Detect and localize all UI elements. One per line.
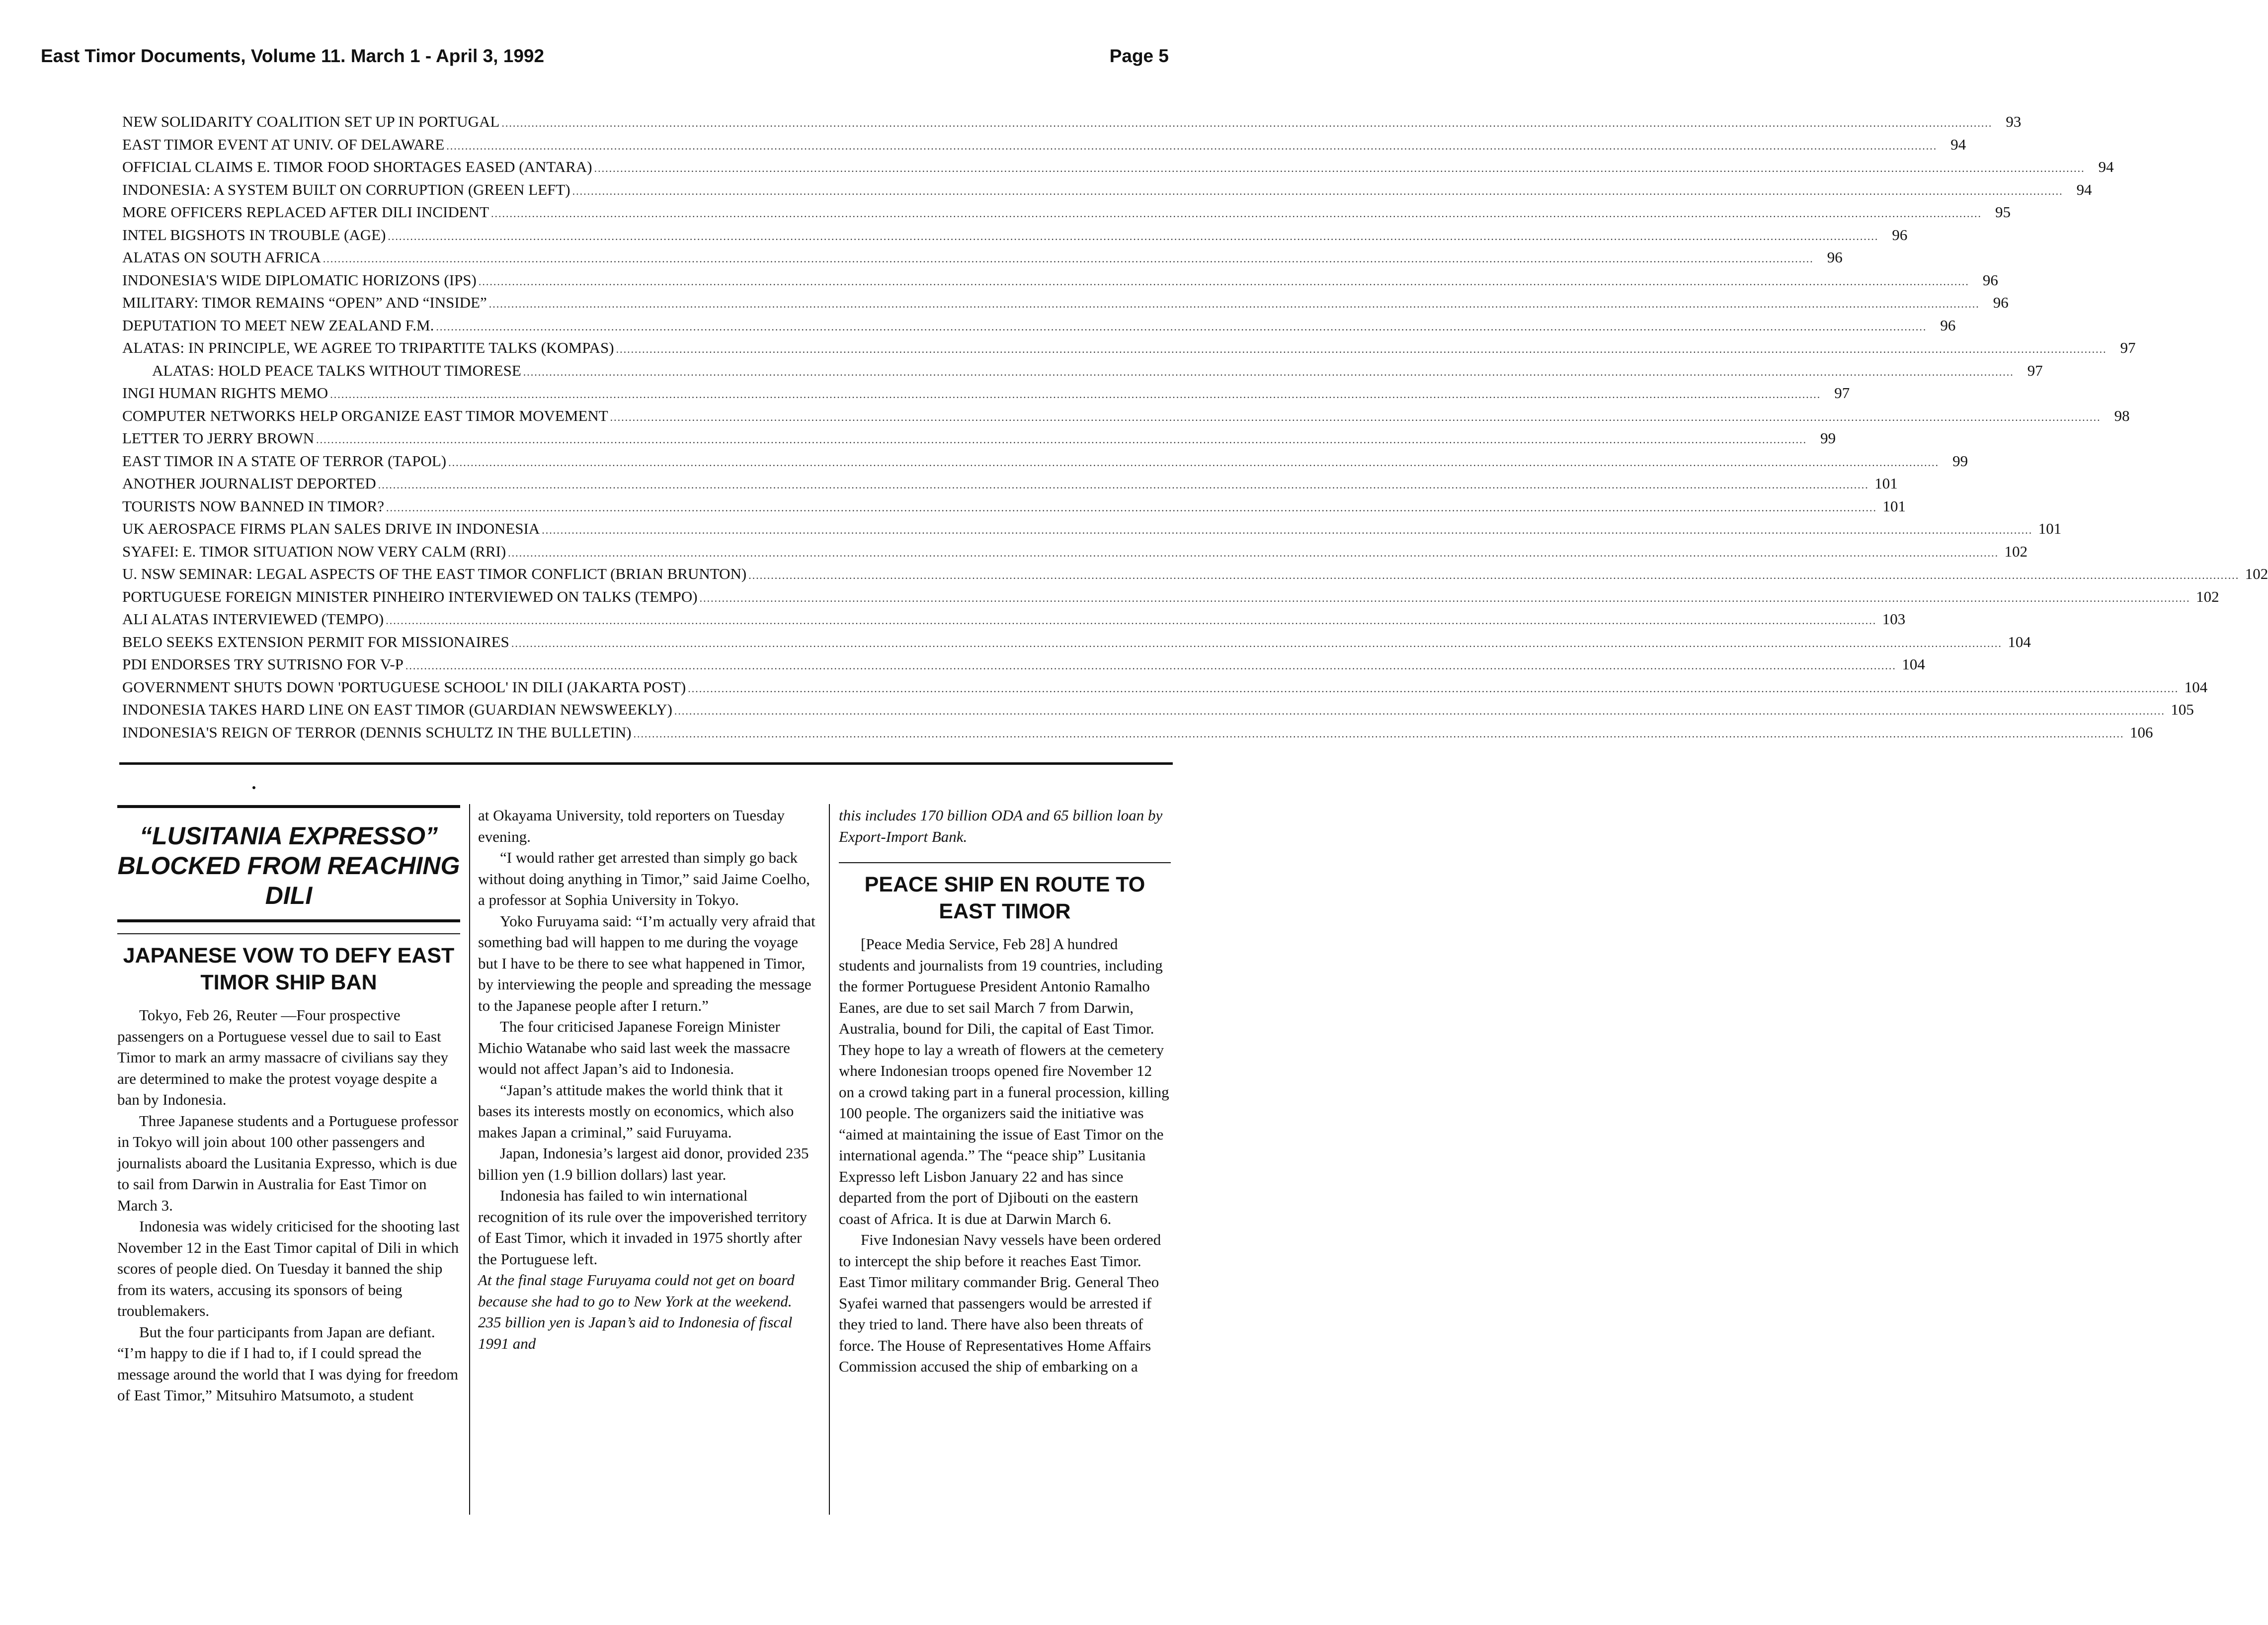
article-paragraph: The four criticised Japanese Foreign Minister Michio Watanabe who said last week the massacre would not affect Japan’s aid to Indonesia. <box>478 1018 790 1077</box>
toc-entry <box>122 631 2031 653</box>
toc-entry-page: 101 <box>1874 475 1898 492</box>
toc-entry <box>122 314 1956 337</box>
toc-leader-dots: ................................................................................................................................................................................................................................................................................................................................................................................................................ <box>436 320 1927 333</box>
toc-entry-title: U. NSW SEMINAR: LEGAL ASPECTS OF THE EAST TIMOR CONFLICT (BRIAN BRUNTON) <box>122 565 747 582</box>
article-paragraph: Five Indonesian Navy vessels have been ordered to intercept the ship before it reaches East Timor. East Timor military commander Brig. General Theo Syafei warned that passengers would be arrested if they tried to land. There have also been threats of force. The House of Representatives Home Affairs Commission accused the ship of embarking on a <box>839 1231 1161 1375</box>
toc-entry <box>122 291 2009 314</box>
toc-entry <box>122 201 2011 224</box>
toc-leader-dots: ................................................................................................................................................................................................................................................................................................................................................................................................................ <box>488 298 1980 310</box>
toc-entry-title: BELO SEEKS EXTENSION PERMIT FOR MISSIONAIRES <box>122 633 509 650</box>
toc-leader-dots: ................................................................................................................................................................................................................................................................................................................................................................................................................ <box>523 365 2014 378</box>
section-divider <box>119 762 1173 765</box>
article-paragraph: Tokyo, Feb 26, Reuter —Four prospective passengers on a Portuguese vessel due to sail to East Timor to mark an army massacre of civilians say they are determined to make the protest voyage despite a ban by Indonesia. <box>117 1006 449 1108</box>
article-paragraph: [Peace Media Service, Feb 28] A hundred students and journalists from 19 countries, including the former Portuguese President Antonio Ramalho Eanes, are due to set sail March 7 from Darwin, Australia, bound for Dili, the capital of East Timor. They hope to lay a wreath of flowers at the cemetery where Indonesian troops opened fire November 12 on a crowd taking part in a funeral procession, killing 100 people. The organizers said the initiative was “aimed at maintaining the issue of East Timor on the international agenda.” The “peace ship” Lusitania Expresso left Lisbon January 22 and has since departed from the port of Djibouti on the eastern coast of Africa. It is due at Darwin March 6. <box>839 935 1169 1227</box>
toc-entry <box>122 156 2114 178</box>
toc-leader-dots: ................................................................................................................................................................................................................................................................................................................................................................................................................ <box>542 524 2033 536</box>
toc-entry <box>122 517 2062 540</box>
section-banner: “LUSITANIA EXPRESSO” BLOCKED FROM REACHING DILI <box>117 822 460 909</box>
toc-entry-page: 94 <box>1950 135 1966 153</box>
toc-leader-dots: ................................................................................................................................................................................................................................................................................................................................................................................................................ <box>388 230 1879 243</box>
toc-entry <box>122 472 1898 495</box>
article-paragraph: But the four participants from Japan are defiant. “I’m happy to die if I had to, if I could spread the message around the world that I was dying for freedom of East Timor,” Mitsuhiro Matsumoto, a student <box>117 1323 459 1404</box>
running-header <box>41 46 1169 76</box>
article-headline: PEACE SHIP EN ROUTE TO EAST TIMOR <box>864 873 1145 923</box>
toc-entry-page: 96 <box>1993 294 2009 311</box>
banner-rule-top <box>117 805 460 808</box>
toc-entry-title: ANOTHER JOURNALIST DEPORTED <box>122 475 376 492</box>
article-paragraph: “Japan’s attitude makes the world think that it bases its interests mostly on economics, which also makes Japan a criminal,” said Furuyama. <box>478 1081 794 1141</box>
editor-note-continued: this includes 170 billion ODA and 65 billion loan by Export-Import Bank. <box>839 807 1163 845</box>
column-2 <box>478 805 816 1354</box>
column-1 <box>117 805 460 1406</box>
toc-entry-page: 97 <box>1834 384 1850 402</box>
toc-entry-title: PORTUGUESE FOREIGN MINISTER PINHEIRO INTERVIEWED ON TALKS (TEMPO) <box>122 587 698 605</box>
toc-entry-title: TOURISTS NOW BANNED IN TIMOR? <box>122 497 384 515</box>
toc-entry-title: INDONESIA TAKES HARD LINE ON EAST TIMOR (GUARDIAN NEWSWEEKLY) <box>122 701 672 718</box>
toc-leader-dots: ................................................................................................................................................................................................................................................................................................................................................................................................................ <box>688 682 2179 695</box>
page-number: Page 5 <box>1109 46 1169 66</box>
toc-entry-page: 98 <box>2114 406 2130 424</box>
article-paragraph: Three Japanese students and a Portuguese professor in Tokyo will join about 100 other passengers and journalists aboard the Lusitania Expresso, which is due to sail from Darwin in Australia for East Timor on March 3. <box>117 1112 459 1214</box>
toc-entry-title: INGI HUMAN RIGHTS MEMO <box>122 384 328 402</box>
toc-entry-page: 97 <box>2120 339 2136 356</box>
column-rule <box>469 804 470 1515</box>
toc-entry <box>122 269 1998 292</box>
toc-entry-title: INDONESIA: A SYSTEM BUILT ON CORRUPTION (GREEN LEFT) <box>122 180 570 198</box>
toc-entry-title: SYAFEI: E. TIMOR SITUATION NOW VERY CALM (RRI) <box>122 542 506 560</box>
toc-entry <box>122 224 1908 246</box>
article-paragraph: Indonesia was widely criticised for the shooting last November 12 in the East Timor capital of Dili in which scores of people died. On Tuesday it banned the ship from its waters, accusing its sponsors of being troublemakers. <box>117 1218 460 1319</box>
toc-leader-dots: ................................................................................................................................................................................................................................................................................................................................................................................................................ <box>674 705 2165 717</box>
banner-rule-bottom <box>117 919 460 922</box>
toc-entry-title: NEW SOLIDARITY COALITION SET UP IN PORTUGAL <box>122 113 500 130</box>
toc-entry <box>122 359 2043 382</box>
toc-entry <box>122 721 2153 744</box>
toc-entry <box>122 133 1966 156</box>
toc-entry-page: 104 <box>2184 678 2208 696</box>
toc-entry-title: COMPUTER NETWORKS HELP ORGANIZE EAST TIMOR MOVEMENT <box>122 406 608 424</box>
column-3 <box>839 805 1171 1378</box>
article-paragraph: at Okayama University, told reporters on Tuesday evening. <box>478 807 785 845</box>
toc-leader-dots: ................................................................................................................................................................................................................................................................................................................................................................................................................ <box>699 591 2190 604</box>
article-paragraph: “I would rather get arrested than simply go back without doing anything in Timor,” said Jaime Coelho, a professor at Sophia University in Tokyo. <box>478 849 810 908</box>
toc-leader-dots: ................................................................................................................................................................................................................................................................................................................................................................................................................ <box>594 162 2085 174</box>
article-paragraph: Yoko Furuyama said: “I’m actually very afraid that something bad will happen to me during the voyage but I have to be there to see what happened in Timor, by interviewing the people and spreading the message to the Japanese people after I return.” <box>478 912 815 1014</box>
toc-entry-page: 94 <box>2076 180 2092 198</box>
toc-entry <box>122 563 2268 585</box>
toc-entry <box>122 698 2194 721</box>
toc-leader-dots: ................................................................................................................................................................................................................................................................................................................................................................................................................ <box>616 343 2107 355</box>
toc-leader-dots: ................................................................................................................................................................................................................................................................................................................................................................................................................ <box>448 456 1940 469</box>
toc-entry-title: EAST TIMOR EVENT AT UNIV. OF DELAWARE <box>122 135 445 153</box>
toc-entry-title: GOVERNMENT SHUTS DOWN 'PORTUGUESE SCHOOL' IN DILI (JAKARTA POST) <box>122 678 686 696</box>
toc-entry-page: 102 <box>2245 565 2268 582</box>
toc-leader-dots: ................................................................................................................................................................................................................................................................................................................................................................................................................ <box>330 388 1821 401</box>
toc-leader-dots: ................................................................................................................................................................................................................................................................................................................................................................................................................ <box>323 252 1814 265</box>
toc-entry-page: 99 <box>1952 452 1968 470</box>
article-headline: JAPANESE VOW TO DEFY EAST TIMOR SHIP BAN <box>123 944 455 994</box>
table-of-contents <box>122 110 2268 743</box>
toc-entry-title: INTEL BIGSHOTS IN TROUBLE (AGE) <box>122 226 386 244</box>
toc-entry-page: 97 <box>2027 361 2043 379</box>
toc-entry-page: 96 <box>1827 248 1843 266</box>
toc-entry <box>122 495 1906 518</box>
toc-entry-page: 94 <box>2098 158 2114 175</box>
toc-entry-page: 105 <box>2171 701 2194 718</box>
toc-entry <box>122 676 2208 699</box>
toc-entry <box>122 405 2130 427</box>
toc-entry <box>122 110 2022 133</box>
toc-entry-title: ALI ALATAS INTERVIEWED (TEMPO) <box>122 610 384 628</box>
toc-entry <box>122 246 1843 269</box>
toc-entry-title: OFFICIAL CLAIMS E. TIMOR FOOD SHORTAGES EASED (ANTARA) <box>122 158 592 175</box>
toc-entry <box>122 585 2219 608</box>
toc-entry-page: 102 <box>2004 542 2028 560</box>
toc-leader-dots: ................................................................................................................................................................................................................................................................................................................................................................................................................ <box>491 207 1982 220</box>
toc-entry <box>122 608 1906 631</box>
toc-leader-dots: ................................................................................................................................................................................................................................................................................................................................................................................................................ <box>386 501 1877 514</box>
toc-entry-page: 96 <box>1940 316 1956 334</box>
toc-entry-title: PDI ENDORSES TRY SUTRISNO FOR V-P <box>122 655 404 673</box>
toc-leader-dots: ................................................................................................................................................................................................................................................................................................................................................................................................................ <box>633 727 2124 740</box>
toc-entry-page: 99 <box>1820 429 1836 447</box>
toc-leader-dots: ................................................................................................................................................................................................................................................................................................................................................................................................................ <box>501 117 1993 129</box>
toc-entry-title: ALATAS: HOLD PEACE TALKS WITHOUT TIMORESE <box>152 361 521 379</box>
toc-entry <box>122 450 1968 473</box>
toc-leader-dots: ................................................................................................................................................................................................................................................................................................................................................................................................................ <box>572 184 2063 197</box>
toc-entry-page: 101 <box>2038 520 2062 537</box>
toc-entry-page: 96 <box>1982 271 1998 289</box>
toc-leader-dots: ................................................................................................................................................................................................................................................................................................................................................................................................................ <box>405 659 1896 672</box>
toc-entry <box>122 336 2136 359</box>
headline-rule-top <box>117 933 460 934</box>
toc-leader-dots: ................................................................................................................................................................................................................................................................................................................................................................................................................ <box>316 433 1807 446</box>
toc-entry <box>122 653 1925 676</box>
toc-entry <box>122 540 2028 563</box>
toc-entry-title: EAST TIMOR IN A STATE OF TERROR (TAPOL) <box>122 452 447 470</box>
toc-leader-dots: ................................................................................................................................................................................................................................................................................................................................................................................................................ <box>511 637 2002 650</box>
toc-entry-title: UK AEROSPACE FIRMS PLAN SALES DRIVE IN INDONESIA <box>122 520 540 537</box>
toc-entry-title: ALATAS ON SOUTH AFRICA <box>122 248 321 266</box>
toc-leader-dots: ................................................................................................................................................................................................................................................................................................................................................................................................................ <box>478 275 1969 288</box>
toc-entry-page: 101 <box>1882 497 1906 515</box>
toc-entry-page: 104 <box>1902 655 1925 673</box>
toc-entry <box>122 178 2092 201</box>
toc-entry-page: 106 <box>2130 723 2153 741</box>
toc-leader-dots: ................................................................................................................................................................................................................................................................................................................................................................................................................ <box>378 479 1869 491</box>
column-rule <box>829 804 830 1515</box>
toc-leader-dots: ................................................................................................................................................................................................................................................................................................................................................................................................................ <box>748 569 2240 581</box>
toc-leader-dots: ................................................................................................................................................................................................................................................................................................................................................................................................................ <box>610 410 2101 423</box>
headline-rule-top <box>839 862 1171 863</box>
stray-dot <box>252 786 255 789</box>
toc-entry-title: LETTER TO JERRY BROWN <box>122 429 315 447</box>
toc-entry-page: 95 <box>1995 203 2011 221</box>
toc-leader-dots: ................................................................................................................................................................................................................................................................................................................................................................................................................ <box>386 614 1877 627</box>
article-paragraph: Indonesia has failed to win international recognition of its rule over the impoverished territory of East Timor, which it invaded in 1975 shortly after the Portuguese left. <box>478 1187 808 1268</box>
toc-entry-page: 102 <box>2196 587 2219 605</box>
toc-entry-title: INDONESIA'S WIDE DIPLOMATIC HORIZONS (IPS) <box>122 271 477 289</box>
toc-entry-page: 93 <box>2006 113 2022 130</box>
toc-entry-title: ALATAS: IN PRINCIPLE, WE AGREE TO TRIPARTITE TALKS (KOMPAS) <box>122 339 614 356</box>
toc-entry-title: MILITARY: TIMOR REMAINS “OPEN” AND “INSIDE” <box>122 294 487 311</box>
toc-entry-title: DEPUTATION TO MEET NEW ZEALAND F.M. <box>122 316 434 334</box>
toc-entry-title: MORE OFFICERS REPLACED AFTER DILI INCIDENT <box>122 203 489 221</box>
editor-note: At the final stage Furuyama could not get on board because she had to go to New York at the weekend. 235 billion yen is Japan’s aid to Indonesia of fiscal 1991 and <box>478 1271 795 1352</box>
toc-entry-page: 103 <box>1882 610 1906 628</box>
toc-entry <box>122 382 1850 405</box>
toc-leader-dots: ................................................................................................................................................................................................................................................................................................................................................................................................................ <box>446 139 1938 152</box>
toc-entry <box>122 427 1836 450</box>
publication-title: East Timor Documents, Volume 11. March 1 - April 3, 1992 <box>41 46 545 66</box>
toc-entry-page: 104 <box>2008 633 2031 650</box>
toc-entry-title: INDONESIA'S REIGN OF TERROR (DENNIS SCHULTZ IN THE BULLETIN) <box>122 723 632 741</box>
article-paragraph: Japan, Indonesia’s largest aid donor, provided 235 billion yen (1.9 billion dollars) last year. <box>478 1144 809 1183</box>
toc-leader-dots: ................................................................................................................................................................................................................................................................................................................................................................................................................ <box>508 546 1999 559</box>
toc-entry-page: 96 <box>1892 226 1908 244</box>
